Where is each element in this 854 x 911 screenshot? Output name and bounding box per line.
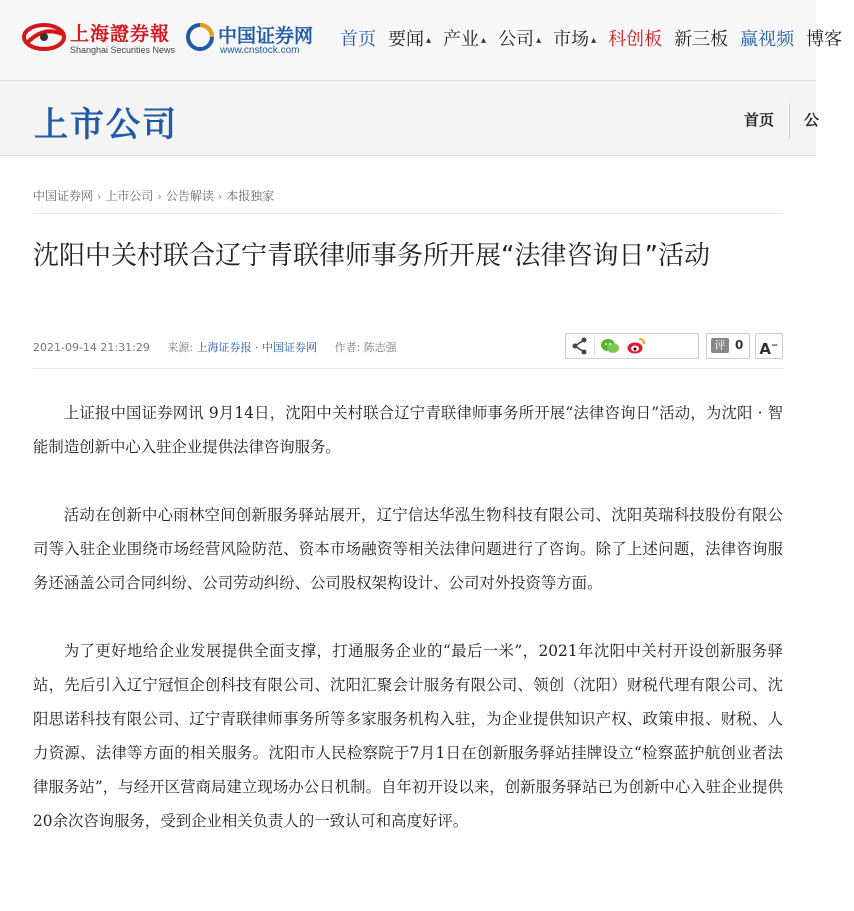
breadcrumb-chevron-icon: › (217, 190, 223, 203)
caret-up-icon: ▴ (536, 35, 542, 46)
nav-item-label: 市场 (553, 29, 590, 50)
nav-item-1[interactable] (388, 28, 431, 53)
author-name: 陈志强 (363, 341, 397, 354)
weibo-icon[interactable] (626, 336, 646, 356)
share-box (565, 333, 699, 359)
sse-logo-text: 上海證券報 (70, 23, 171, 45)
nav-item-5[interactable] (608, 28, 662, 52)
channel-home-link[interactable]: 首页 (744, 111, 775, 129)
publish-datetime: 2021-09-14 21:31:29 (33, 341, 150, 354)
article-paragraph: 为了更好地给企业发展提供全面支撑，打通服务企业的“最后一米”，2021年沈阳中关村开设创新服务驿站，先后引入辽宁冠恒企创科技有限公司、沈阳汇聚会计服务有限公司、领创（沈阳）财税代理有限公司、沈阳思诺科技有限公司、辽宁青联律师事务所等多家服务机构入驻，为企业提供知识产权、政策申报、财税、人力资源、法律等方面的相关服务。沈阳市人民检察院于7月1日在创新服务驿站挂牌设立“检察蓝护航创业者法律服务站”，与经开区营商局建立现场办公日机制。自年初开设以来，创新服务驿站已为创新中心入驻企业提供20余次咨询服务，受到企业相关负责人的一致认可和高度好评。 (33, 642, 783, 830)
nav-item-label: 科创板 (608, 29, 663, 50)
comment-count: 0 (735, 338, 744, 352)
channel-nav-truncated[interactable]: 公 (804, 111, 820, 129)
breadcrumb-link[interactable]: 本报独家 (226, 189, 275, 203)
share-divider (594, 337, 595, 355)
nav-item-7[interactable] (740, 28, 794, 52)
main-nav (340, 28, 854, 53)
breadcrumb-link[interactable]: 公告解读 (165, 189, 214, 203)
nav-item-label: 新三板 (674, 29, 729, 50)
comment-badge: 评 (711, 338, 729, 353)
breadcrumb (33, 187, 274, 204)
article-meta (33, 339, 397, 355)
breadcrumb-link[interactable]: 上市公司 (105, 189, 154, 203)
cnstock-logo[interactable] (186, 18, 326, 58)
caret-up-icon: ▴ (591, 35, 597, 46)
article-paragraph: 活动在创新中心雨林空间创新服务驿站展开，辽宁信达华泓生物科技有限公司、沈阳英瑞科技股份有限公司等入驻企业围绕市场经营风险防范、资本市场融资等相关法律问题进行了咨询。除了上述问题，法律咨询服务还涵盖公司合同纠纷、公司劳动纠纷、公司股权架构设计、公司对外投资等方面。 (33, 506, 783, 592)
nav-item-label: 公司 (498, 29, 535, 50)
breadcrumb-divider (33, 213, 783, 214)
cnstock-ring-icon (186, 20, 214, 54)
article-paragraph: 上证报中国证券网讯 9月14日，沈阳中关村联合辽宁青联律师事务所开展“法律咨询日”活动，为沈阳 · 智能制造创新中心入驻企业提供法律咨询服务。 (33, 404, 783, 456)
top-bar (0, 0, 843, 81)
channel-title: 上市公司 (34, 105, 178, 145)
shanghai-securities-news-logo[interactable] (22, 14, 182, 62)
source-link[interactable]: 上海证券报 · 中国证券网 (196, 341, 318, 354)
nav-item-label: 博客 (806, 29, 843, 50)
sse-logo-subtitle: Shanghai Securities News (70, 45, 176, 55)
cnstock-logo-url: www.cnstock.com (220, 45, 300, 56)
caret-up-icon: ▴ (426, 35, 432, 46)
nav-item-label: 首页 (340, 29, 376, 50)
caret-up-icon: ▴ (481, 35, 487, 46)
breadcrumb-link[interactable]: 中国证券网 (33, 189, 94, 203)
sse-swirl-icon (22, 22, 66, 52)
channel-divider (789, 103, 790, 139)
meta-divider (33, 368, 783, 369)
wechat-icon[interactable] (600, 336, 620, 356)
article-body (33, 396, 783, 872)
nav-item-2[interactable] (443, 28, 486, 53)
nav-item-0[interactable] (340, 28, 376, 52)
nav-item-label: 赢视频 (740, 29, 795, 50)
nav-item-6[interactable] (674, 28, 728, 52)
nav-item-8[interactable] (806, 28, 842, 52)
article-title: 沈阳中关村联合辽宁青联律师事务所开展“法律咨询日”活动 (33, 241, 710, 271)
nav-item-label: 要闻 (388, 29, 424, 50)
nav-item-4[interactable] (553, 28, 596, 53)
cnstock-logo-text: 中国证券网 (218, 25, 314, 47)
author-label: 作者: (334, 341, 361, 354)
channel-bar (0, 81, 820, 156)
comment-button[interactable] (706, 333, 750, 359)
source-label: 来源: (167, 341, 194, 354)
nav-item-3[interactable] (498, 28, 541, 53)
breadcrumb-chevron-icon: › (97, 190, 102, 203)
font-size-button[interactable] (755, 333, 783, 359)
font-size-minus-icon: − (771, 341, 779, 351)
share-icon[interactable] (570, 336, 590, 356)
breadcrumb-chevron-icon: › (157, 190, 162, 203)
font-size-icon: A (759, 340, 772, 358)
nav-item-label: 产业 (443, 29, 480, 50)
